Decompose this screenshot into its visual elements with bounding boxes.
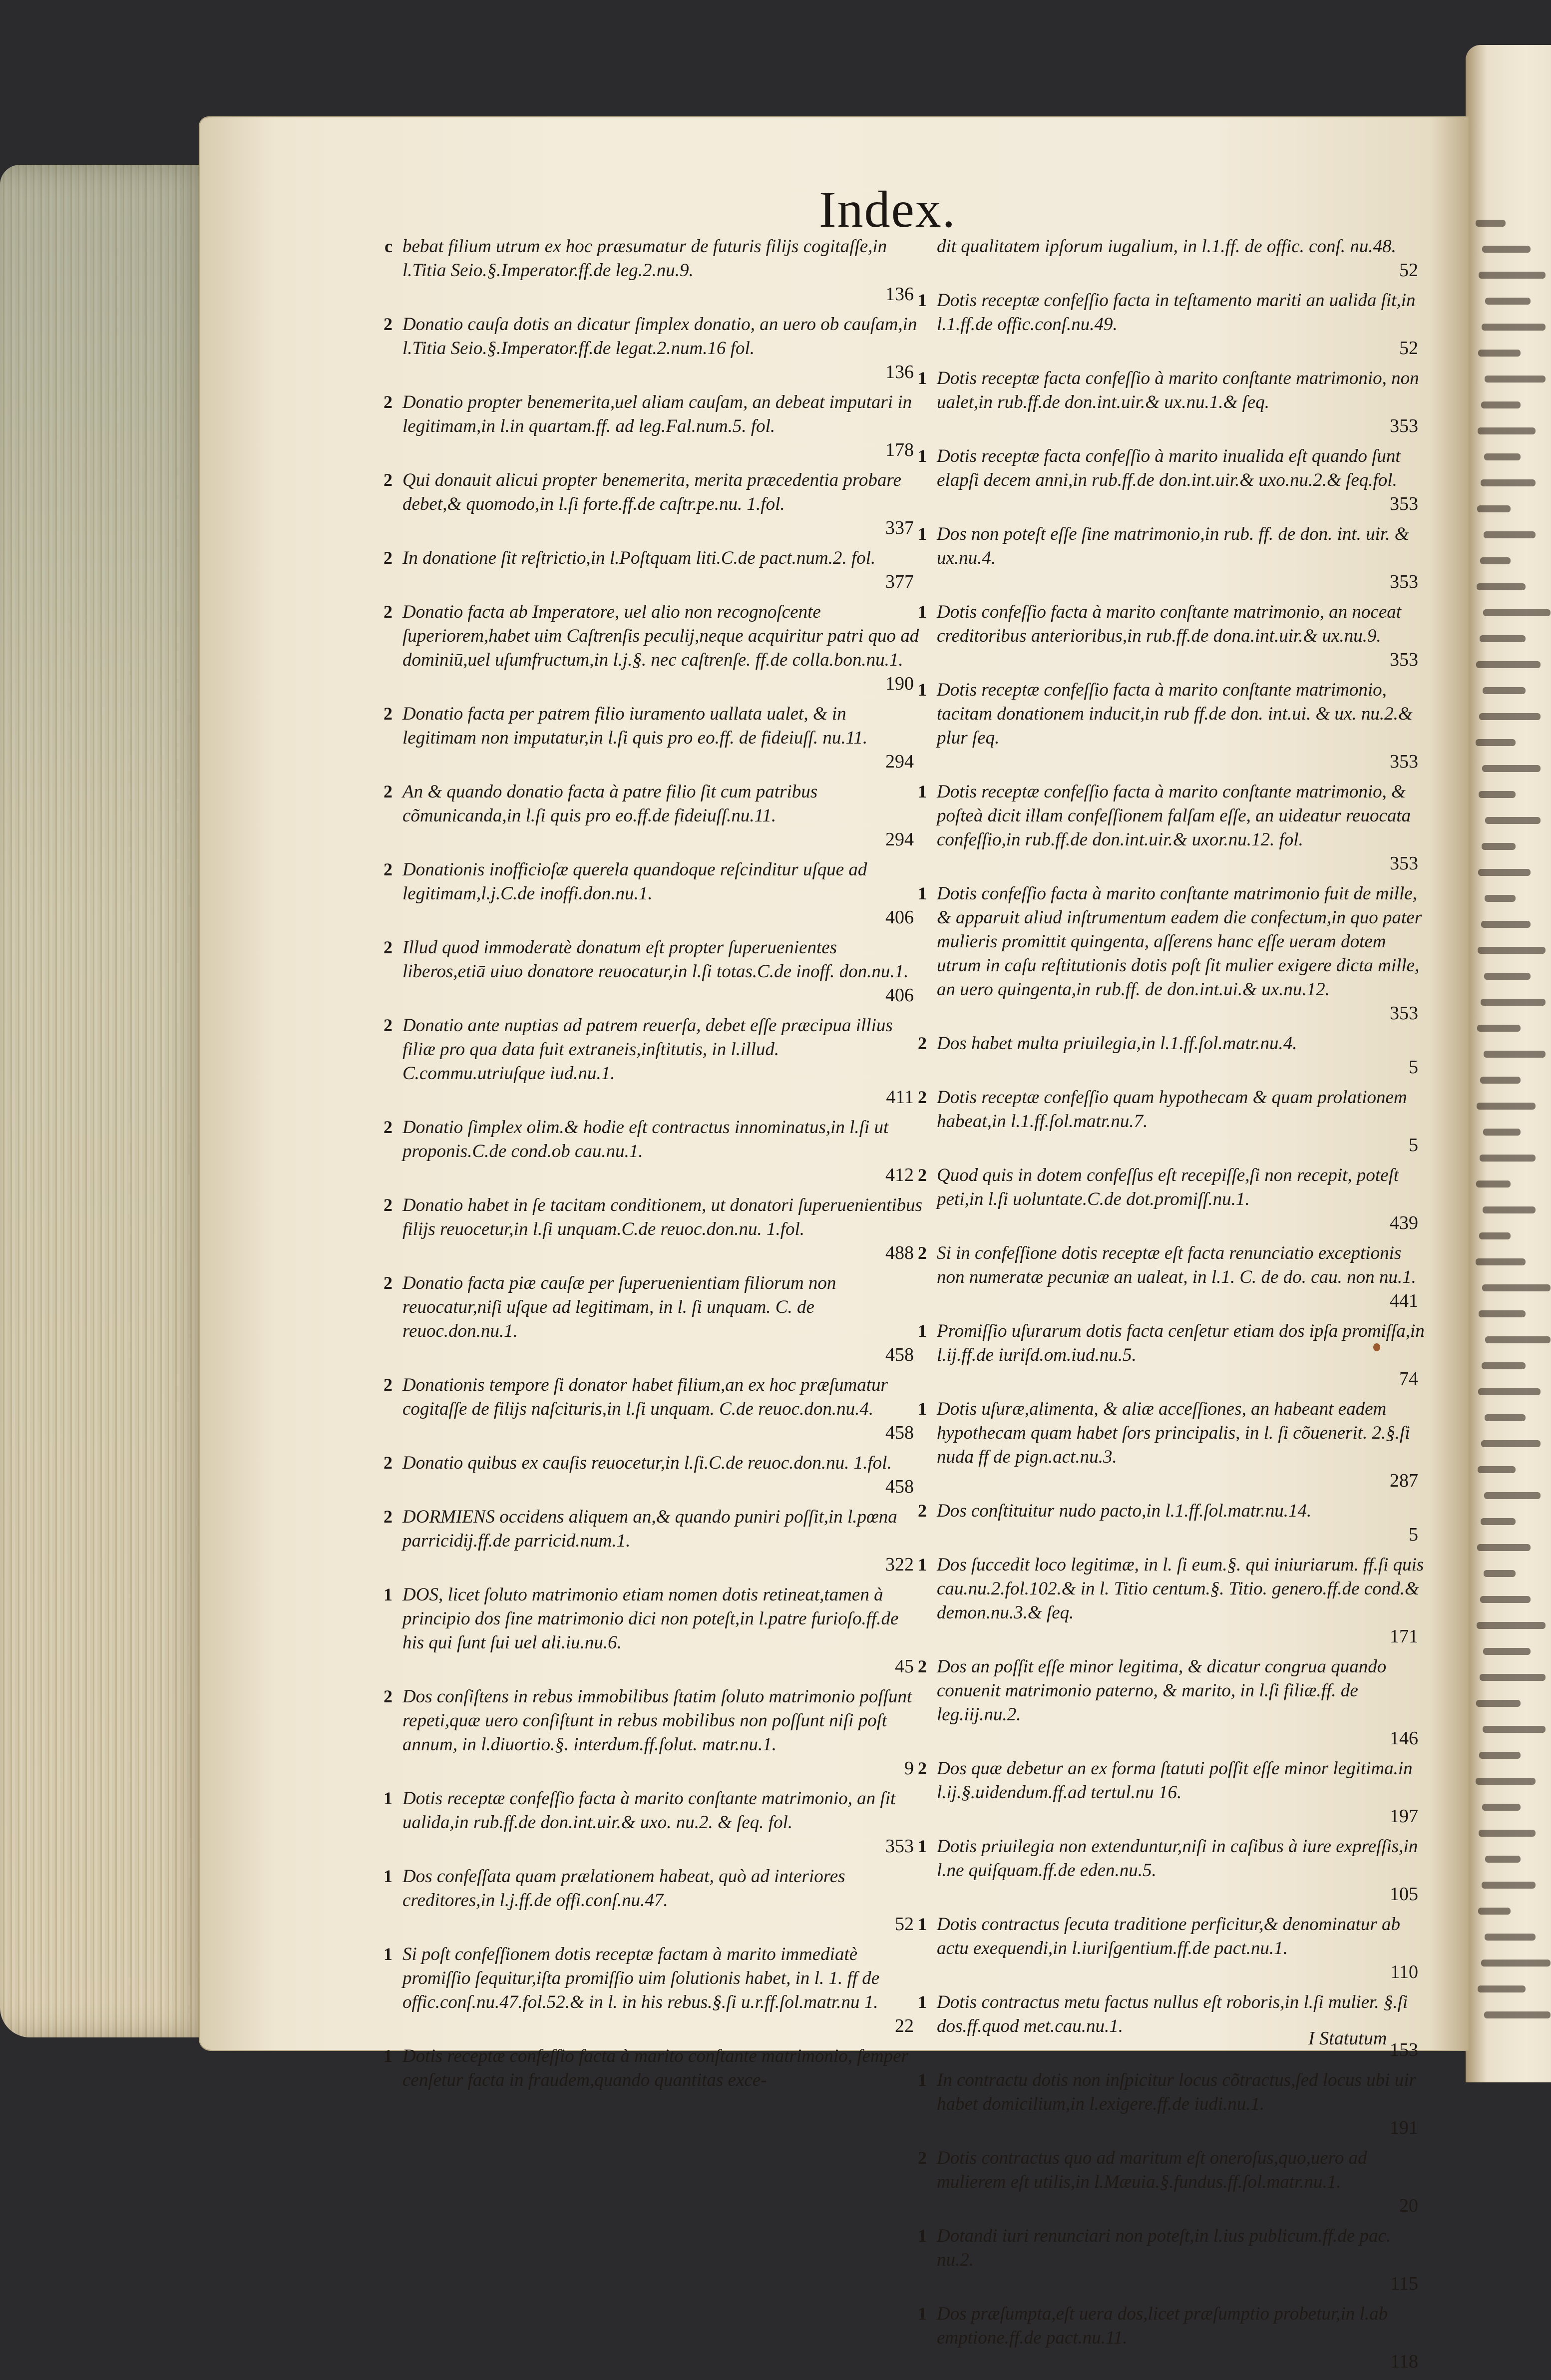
entry-text: Donatio ante nuptias ad patrem reuerſa, debet eſſe præcipua illius filiæ pro qua data fuit extraneis,inſtitutis, in l.illud. C.commu.utriuſque iud.nu.1. [402, 1015, 893, 1084]
index-entry [914, 2302, 1428, 2373]
entry-text: Dotis priuilegia non extenduntur,niſi in caſibus à iure expreſſis,in l.ne quiſquam.ff.de eden.nu.5. [937, 1836, 1418, 1881]
entry-text: Donationis tempore ſi donator habet filium,an ex hoc præſumatur cogitaſſe de filijs naſcituris,in l.ſi unquam. C.de reuoc.don.nu.4. [402, 1375, 888, 1419]
entry-marker: 2 [918, 1087, 927, 1107]
entry-text: Dotis confeſſio facta à marito conſtante matrimonio fuit de mille, & apparuit aliud inſtrumentum eadem die confectum,in quo pater mulieris promittit quingenta, aſſerens hanc eſſe ueram dotem utrum in caſu reſtitutionis dotis poſt ſit mulier exigere dicta mille, an uero quingenta,in rub.ff. de don.int.ui.& ux.nu.12. [937, 883, 1422, 1000]
facing-text-line [1480, 635, 1526, 642]
facing-text-line [1478, 1466, 1516, 1473]
page-header: Index. [819, 181, 956, 238]
facing-text-line [1478, 427, 1536, 434]
entry-text: Dotandi iuri renunciari non poteſt,in l.ius publicum.ff.de pac. nu.2. [937, 2226, 1391, 2270]
entry-page-ref: 5 [1409, 1057, 1418, 1078]
entry-page-ref: 294 [885, 751, 914, 772]
facing-text-line [1476, 220, 1506, 227]
entry-marker: 1 [918, 782, 927, 801]
entry-text: Donatio facta per patrem filio iuramento uallata ualet, & in legitimam non imputatur,in l.ſi quis pro eo.ff. de fideiuſſ. nu.11. [402, 704, 868, 748]
entry-marker: 1 [918, 602, 927, 622]
entry-text: Dos habet multa priuilegia,in l.1.ff.ſol.matr.nu.4. [937, 1033, 1297, 1054]
entry-page-ref: 20 [1399, 2195, 1418, 2216]
facing-text-line [1478, 947, 1546, 954]
entry-page-ref: 353 [1390, 571, 1418, 592]
facing-text-line [1482, 1362, 1526, 1369]
index-entry [380, 2044, 924, 2092]
entry-marker: 1 [918, 1321, 927, 1341]
entry-page-ref: 377 [885, 571, 914, 592]
facing-text-line [1477, 583, 1526, 590]
index-entry [914, 367, 1428, 437]
entry-page-ref: 45 [895, 1656, 914, 1677]
facing-text-line [1484, 531, 1536, 538]
index-entry [380, 1193, 924, 1264]
entry-page-ref: 458 [885, 1476, 914, 1497]
facing-text-line [1479, 1310, 1526, 1317]
entry-page-ref: 353 [1390, 415, 1418, 436]
facing-text-line [1482, 843, 1516, 850]
facing-text-line [1478, 1908, 1511, 1915]
entry-text: Donatio propter benemerita,uel aliam cauſam, an debeat imputari in legitimam,in l.in quartam.ff. ad leg.Fal.num.5. fol. [402, 392, 912, 436]
index-entry [914, 289, 1428, 360]
facing-text-line [1479, 1830, 1536, 1837]
facing-text-line [1481, 1440, 1541, 1447]
entry-page-ref: 353 [885, 1836, 914, 1857]
entry-text: Dotis receptæ confeſſio facta à marito conſtante matrimonio, tacitam donationem inducit,in rub ff.de don. int.ui. & ux. nu.2.& plur ſeq. [937, 680, 1413, 748]
facing-text-line [1480, 557, 1511, 564]
entry-text: Donatio quibus ex cauſis reuocetur,in l.ſi.C.de reuoc.don.nu. 1.fol. [402, 1453, 892, 1473]
facing-text-line [1484, 1570, 1516, 1577]
facing-text-line [1479, 791, 1516, 798]
index-entry [380, 1373, 924, 1444]
entry-text: Dotis contractus metu factus nullus eſt roboris,in l.ſi mulier. §.ſi dos.ff.quod met.cau.nu.1. [937, 1992, 1408, 2036]
facing-text-line [1478, 869, 1531, 876]
index-column-left [380, 235, 924, 2099]
facing-text-line [1479, 1232, 1511, 1239]
entry-text: Dotis receptæ confeſſio facta à marito conſtante matrimonio, an ſit ualida,in rub.ff.de don.int.uir.& uxo. nu.2. & ſeq. fol. [402, 1788, 896, 1833]
entry-marker: 2 [384, 602, 392, 622]
entry-marker: 1 [918, 680, 927, 700]
entry-page-ref: 406 [885, 907, 914, 928]
entry-text: Promiſſio uſurarum dotis facta cenſetur etiam dos ipſa promiſſa,in l.ij.ff.de iuriſd.om.iud.nu.5. [937, 1321, 1425, 1365]
entry-page-ref: 190 [885, 673, 914, 694]
entry-page-ref: 406 [885, 985, 914, 1006]
entry-page-ref: 458 [885, 1344, 914, 1365]
index-entry [914, 444, 1428, 515]
facing-text-line [1478, 1985, 1526, 1992]
entry-marker: 2 [918, 1033, 927, 1053]
facing-text-line [1482, 324, 1546, 331]
entry-text: Quod quis in dotem confeſſus eſt recepiſſe,ſi non recepit, poteſt peti,in l.ſi uoluntate.C.de dot.promiſſ.nu.1. [937, 1165, 1399, 1209]
entry-marker: 2 [384, 1453, 392, 1473]
facing-text-line [1480, 1674, 1546, 1681]
entry-page-ref: 136 [885, 284, 914, 305]
entry-page-ref: 9 [904, 1758, 914, 1779]
entry-marker: 2 [384, 1015, 392, 1035]
entry-marker: 2 [384, 859, 392, 879]
index-entry [380, 1865, 924, 1936]
entry-text: Dotis receptæ facta confeſſio à marito conſtante matrimonio, non ualet,in rub.ff.de don.int.uir.& ux.nu.1.& ſeq. [937, 368, 1419, 412]
entry-page-ref: 22 [895, 2015, 914, 2036]
entry-page-ref: 458 [885, 1422, 914, 1443]
facing-text-line [1481, 999, 1546, 1006]
facing-text-line [1481, 921, 1531, 928]
entry-marker: 2 [384, 937, 392, 957]
entry-page-ref: 294 [885, 829, 914, 850]
index-entry [914, 1553, 1428, 1648]
entry-page-ref: 411 [886, 1087, 914, 1108]
index-entry [914, 1835, 1428, 1906]
facing-text-line [1479, 272, 1546, 279]
entry-marker: 1 [384, 1866, 392, 1886]
index-entry [914, 1990, 1428, 2061]
entry-text: Dos conſtituitur nudo pacto,in l.1.ff.ſol.matr.nu.14. [937, 1501, 1312, 1521]
facing-text-line [1482, 1882, 1536, 1889]
entry-page-ref: 287 [1390, 1470, 1418, 1491]
catchword: I Statutum [1308, 2028, 1387, 2049]
entry-text: bebat filium utrum ex hoc præsumatur de futuris filijs cogitaſſe,in l.Titia Seio.§.Imperator.ff.de leg.2.nu.9. [402, 236, 887, 281]
facing-text-line [1482, 765, 1541, 772]
index-entry [380, 1505, 924, 1576]
index-entry [380, 391, 924, 461]
index-entry [380, 936, 924, 1007]
index-entry [914, 780, 1428, 875]
facing-text-line [1484, 1051, 1546, 1058]
facing-text-line [1481, 479, 1536, 486]
facing-text-line [1476, 1258, 1526, 1265]
facing-text-line [1484, 453, 1521, 460]
entry-marker: c [385, 236, 392, 256]
entry-text: Dotis receptæ confeſſio facta à marito conſtante matrimonio, ſemper cenſetur facta in fraudem,quando quantitas exce- [402, 2046, 908, 2090]
facing-text-line [1476, 661, 1541, 668]
entry-page-ref: 178 [885, 439, 914, 460]
entry-page-ref: 191 [1390, 2117, 1418, 2138]
index-entry [914, 1241, 1428, 1312]
facing-text-line [1485, 1336, 1551, 1343]
entry-text: Dotis contractus quo ad maritum eſt oneroſus,quo,uero ad mulierem eſt utilis,in l.Mæuia.§.fundus.ff.ſol.matr.nu.1. [937, 2148, 1367, 2192]
entry-page-ref: 337 [885, 517, 914, 538]
entry-text: Dotis receptæ facta confeſſio à marito inualida eſt quando ſunt elapſi decem anni,in rub.ff.de don.int.uir.& uxo.nu.2.& ſeq.fol. [937, 446, 1401, 490]
facing-text-line [1482, 246, 1531, 253]
entry-marker: 2 [918, 1758, 927, 1778]
index-column-right [914, 235, 1428, 2380]
entry-marker: 2 [384, 1507, 392, 1527]
index-entry [914, 1757, 1428, 1828]
facing-text-line [1485, 298, 1531, 305]
entry-marker: 1 [384, 1585, 392, 1604]
entry-page-ref: 153 [1390, 2039, 1418, 2060]
entry-marker: 1 [918, 1914, 927, 1934]
index-entry [380, 780, 924, 851]
index-entry [914, 1319, 1428, 1390]
entry-text: Dotis confeſſio facta à marito conſtante matrimonio, an noceat creditoribus anterioribus,in rub.ff.de dona.int.uir.& ux.nu.9. [937, 602, 1402, 646]
entry-marker: 1 [918, 368, 927, 388]
entry-marker: 1 [918, 1555, 927, 1575]
entry-marker: 2 [384, 1375, 392, 1395]
index-entry [380, 858, 924, 929]
entry-marker: 2 [384, 392, 392, 412]
facing-text-line [1481, 1960, 1551, 1967]
entry-marker: 2 [384, 1117, 392, 1137]
index-entry [914, 1164, 1428, 1234]
index-entry [380, 235, 924, 306]
entry-page-ref: 353 [1390, 853, 1418, 874]
facing-text-line [1476, 1700, 1521, 1707]
entry-marker: 2 [384, 1195, 392, 1215]
entry-marker: 2 [918, 1501, 927, 1521]
facing-text-line [1485, 895, 1516, 902]
entry-page-ref: 412 [885, 1165, 914, 1186]
index-entry [914, 1032, 1428, 1079]
facing-text-line [1477, 1622, 1546, 1629]
entry-marker: 2 [384, 704, 392, 724]
facing-text-line [1480, 1596, 1531, 1603]
entry-marker: 2 [384, 782, 392, 801]
entry-marker: 1 [918, 2304, 927, 2324]
entry-text: Dos quæ debetur an ex forma ſtatuti poſſit eſſe minor legitima.in l.ij.§.uidendum.ff.ad tertul.nu 16. [937, 1758, 1413, 1803]
facing-text-line [1476, 1181, 1511, 1188]
entry-marker: 1 [384, 2046, 392, 2066]
entry-marker: 1 [918, 883, 927, 903]
entry-page-ref: 197 [1390, 1806, 1418, 1827]
entry-page-ref: 488 [885, 1242, 914, 1263]
entry-text: Dos non poteſt eſſe ſine matrimonio,in rub. ff. de don. int. uir. & ux.nu.4. [937, 524, 1409, 568]
entry-marker: 1 [918, 524, 927, 544]
entry-text: Illud quod immoderatè donatum eſt propter ſuperuenientes liberos,etiā uiuo donatore reuocatur,in l.ſi totas.C.de inoff. don.nu.1. [402, 937, 909, 982]
entry-marker: 1 [918, 2070, 927, 2090]
facing-text-line [1483, 1648, 1531, 1655]
entry-marker: 1 [384, 1788, 392, 1808]
entry-page-ref: 110 [1390, 1962, 1418, 1983]
entry-text: Donationis inofficioſæ querela quandoque reſcinditur uſque ad legitimam,l.j.C.de inoffi.don.nu.1. [402, 859, 867, 904]
facing-text-line [1480, 1077, 1521, 1084]
index-entry [914, 1086, 1428, 1157]
facing-text-line [1477, 1025, 1521, 1032]
entry-page-ref: 5 [1409, 1135, 1418, 1156]
facing-text-line [1477, 505, 1511, 512]
entry-marker: 1 [918, 1992, 927, 2012]
facing-text-line [1481, 1518, 1516, 1525]
entry-text: Donatio facta piæ cauſæ per ſuperuenientiam filiorum non reuocatur,niſi uſque ad legitimam, in l. ſi unquam. C. de reuoc.don.nu.1. [402, 1273, 836, 1341]
entry-text: Donatio habet in ſe tacitam conditionem, ut donatori ſuperuenientibus filijs reuocetur,in l.ſi unquam.C.de reuoc.don.nu. 1.fol. [402, 1195, 923, 1239]
entry-page-ref: 118 [1390, 2351, 1418, 2372]
facing-text-line [1478, 1388, 1541, 1395]
entry-text: Qui donauit alicui propter benemerita, merita præcedentia probare debet,& quomodo,in l.ſi forte.ff.de caſtr.pe.nu. 1.fol. [402, 470, 901, 514]
entry-page-ref: 52 [895, 1914, 914, 1935]
entry-page-ref: 439 [1390, 1212, 1418, 1233]
entry-page-ref: 52 [1399, 338, 1418, 359]
entry-page-ref: 5 [1409, 1524, 1418, 1545]
entry-page-ref: 115 [1390, 2273, 1418, 2294]
facing-text-line [1477, 1544, 1531, 1551]
entry-text: In donatione ſit reſtrictio,in l.Poſtquam liti.C.de pact.num.2. fol. [402, 548, 876, 568]
entry-marker: 2 [384, 1273, 392, 1293]
index-entry [380, 1583, 924, 1678]
entry-marker: 2 [384, 314, 392, 334]
entry-text: In contractu dotis non inſpicitur locus cõtractus,ſed locus ubi uir habet domicilium,in l.exigere.ff.de iudi.nu.1. [937, 2070, 1416, 2114]
facing-text-line [1478, 350, 1521, 357]
index-entry [380, 1271, 924, 1366]
entry-text: Dotis receptæ confeſſio quam hypothecam & quam prolationem habeat,in l.1.ff.ſol.matr.nu.7. [937, 1087, 1407, 1132]
entry-text: Donatio facta ab Imperatore, uel alio non recognoſcente ſuperiorem,habet uim Caſtrenſis peculij,neque acquiritur patri quo ad dominiū,uel uſumfructum,in l.j.§. nec caſtrenſe. ff.de colla.bon.nu.1. [402, 602, 919, 670]
entry-marker: 2 [918, 1165, 927, 1185]
index-entry [914, 882, 1428, 1025]
facing-text-line [1482, 1284, 1551, 1291]
entry-text: Donatio ſimplex olim.& hodie eſt contractus innominatus,in l.ſi ut proponis.C.de cond.ob cau.nu.1. [402, 1117, 889, 1162]
index-entry [380, 546, 924, 593]
index-entry [914, 522, 1428, 593]
facing-text-line [1477, 1103, 1536, 1110]
entry-page-ref: 52 [1399, 260, 1418, 281]
index-entry [914, 2068, 1428, 2139]
entry-text: Dos conſiſtens in rebus immobilibus ſtatim ſoluto matrimonio poſſunt repeti,quæ uero conſiſtunt in rebus mobilibus non poſſunt niſi poſt annum, in l.diuortio.§. interdum.ff.ſolut. matr.nu.1. [402, 1686, 912, 1755]
index-entry [380, 1014, 924, 1109]
index-entry [380, 1943, 924, 2037]
entry-marker: 1 [384, 1944, 392, 1964]
entry-marker: 1 [918, 290, 927, 310]
index-entry [380, 600, 924, 695]
entry-text: Si in confeſſione dotis receptæ eſt facta renunciatio exceptionis non numeratæ pecuniæ an ualeat, in l.1. C. de do. cau. non nu.1. [937, 1243, 1416, 1287]
index-entry [914, 1655, 1428, 1750]
facing-text-line [1484, 2011, 1551, 2018]
facing-text-line [1484, 973, 1531, 980]
facing-page-edge [1466, 45, 1551, 2082]
entry-text: Dotis receptæ confeſſio facta à marito conſtante matrimonio, & poſteà dicit illam confeſſionem falſam eſſe, an uideatur reuocata confeſſio,in rub.ff.de don.int.uir.& uxor.nu.12. fol. [937, 782, 1411, 850]
index-entry [380, 313, 924, 384]
index-entry [914, 2224, 1428, 2295]
index-entry [914, 2146, 1428, 2217]
entry-marker: 2 [384, 1686, 392, 1706]
entry-text: dit qualitatem ipſorum iugalium, in l.1.ff. de offic. conſ. nu.48. [937, 236, 1396, 257]
entry-marker: 2 [384, 548, 392, 568]
entry-page-ref: 322 [885, 1554, 914, 1575]
index-entry [914, 1397, 1428, 1492]
entry-text: Donatio cauſa dotis an dicatur ſimplex donatio, an uero ob cauſam,in l.Titia Seio.§.Imperator.ff.de legat.2.num.16 fol. [402, 314, 917, 359]
facing-text-line [1483, 687, 1526, 694]
facing-text-line [1479, 713, 1541, 720]
facing-text-line [1482, 1804, 1521, 1811]
index-entry [380, 1787, 924, 1858]
facing-text-line [1481, 401, 1521, 408]
index-entry [914, 678, 1428, 773]
facing-text-line [1483, 609, 1551, 616]
facing-text-line [1484, 1492, 1541, 1499]
facing-text-line [1480, 1155, 1536, 1162]
facing-text-line [1476, 739, 1516, 746]
facing-text-line [1483, 1726, 1546, 1733]
entry-marker: 2 [918, 1656, 927, 1676]
entry-text: An & quando donatio facta à patre filio ſit cum patribus cõmunicanda,in l.ſi quis pro eo.ff.de fideiuſſ.nu.11. [402, 782, 818, 826]
entry-marker: 1 [918, 1399, 927, 1419]
index-entry [380, 468, 924, 539]
entry-text: DOS, licet ſoluto matrimonio etiam nomen dotis retineat,tamen à principio dos ſine matrimonio dici non poteſt,in l.patre furioſo.ff.de his qui ſunt ſui uel ali.iu.nu.6. [402, 1585, 899, 1653]
entry-page-ref: 353 [1390, 493, 1418, 514]
entry-page-ref: 441 [1390, 1290, 1418, 1311]
entry-marker: 1 [918, 2226, 927, 2246]
entry-marker: 1 [918, 1836, 927, 1856]
entry-marker: 2 [918, 1243, 927, 1263]
entry-page-ref: 146 [1390, 1728, 1418, 1749]
entry-page-ref: 171 [1390, 1626, 1418, 1647]
facing-text-line [1485, 376, 1546, 383]
entry-page-ref: 105 [1390, 1884, 1418, 1905]
facing-text-line [1479, 1752, 1521, 1759]
index-entry [914, 235, 1428, 282]
index-entry [914, 600, 1428, 671]
book-page-edges [0, 165, 210, 2037]
entry-page-ref: 353 [1390, 1003, 1418, 1024]
index-entry [914, 1499, 1428, 1546]
index-entry [380, 702, 924, 773]
facing-text-line [1485, 1934, 1536, 1941]
entry-page-ref: 353 [1390, 649, 1418, 670]
facing-text-line [1485, 1856, 1521, 1863]
facing-text-line [1485, 1414, 1526, 1421]
entry-marker: 2 [384, 470, 392, 490]
ink-stain [1373, 1343, 1380, 1351]
entry-text: Dotis receptæ confeſſio facta in teſtamento mariti an ualida ſit,in l.1.ff.de offic.conſ.nu.49. [937, 290, 1416, 335]
entry-page-ref: 136 [885, 362, 914, 383]
entry-text: Dos confeſſata quam prælationem habeat, quò ad interiores creditores,in l.j.ff.de offi.conſ.nu.47. [402, 1866, 845, 1911]
entry-page-ref: 74 [1399, 1368, 1418, 1389]
entry-text: Si poſt confeſſionem dotis receptæ factam à marito immediatè promiſſio ſequitur,iſta promiſſio uim ſolutionis habet, in l. 1. ff de offic.conſ.nu.47.fol.52.& in l. in his rebus.§.ſi u.r.ff.ſol.matr.nu 1. [402, 1944, 880, 2012]
entry-text: Dotis contractus ſecuta traditione perficitur,& denominatur ab actu exequendi,in l.iuriſgentium.ff.de pact.nu.1. [937, 1914, 1401, 1959]
entry-text: Dos an poſſit eſſe minor legitima, & dicatur congrua quando conuenit matrimonio paterno, & marito, in l.ſi filiæ.ff. de leg.iij.nu.2. [937, 1656, 1387, 1725]
entry-text: Dotis uſuræ,alimenta, & aliæ acceſſiones, an habeant eadem hypothecam quam habet ſors principalis, in l. ſi cõuenerit. 2.§.ſi nuda ff de pign.act.nu.3. [937, 1399, 1410, 1467]
entry-text: Dos præſumpta,eſt uera dos,licet præſumptio probetur,in l.ab emptione.ff.de pact.nu.11. [937, 2304, 1388, 2348]
facing-text-line [1476, 1778, 1536, 1785]
index-entry [380, 1451, 924, 1498]
facing-text-line [1485, 817, 1541, 824]
index-entry [380, 1685, 924, 1780]
index-entry [914, 1913, 1428, 1983]
entry-text: Dos ſuccedit loco legitimæ, in l. ſi eum.§. qui iniuriarum. ff.ſi quis cau.nu.2.fol.102.& in l. Titio centum.§. Titio. genero.ff.de cond.& demon.nu.3.& ſeq. [937, 1555, 1424, 1623]
index-entry [380, 1116, 924, 1187]
entry-text: DORMIENS occidens aliquem an,& quando puniri poſſit,in l.pœna parricidij.ff.de parricid.num.1. [402, 1507, 897, 1551]
entry-marker: 1 [918, 446, 927, 466]
entry-marker: 2 [918, 2148, 927, 2168]
facing-text-line [1483, 1129, 1521, 1136]
facing-text-line [1483, 1206, 1536, 1213]
entry-page-ref: 353 [1390, 751, 1418, 772]
